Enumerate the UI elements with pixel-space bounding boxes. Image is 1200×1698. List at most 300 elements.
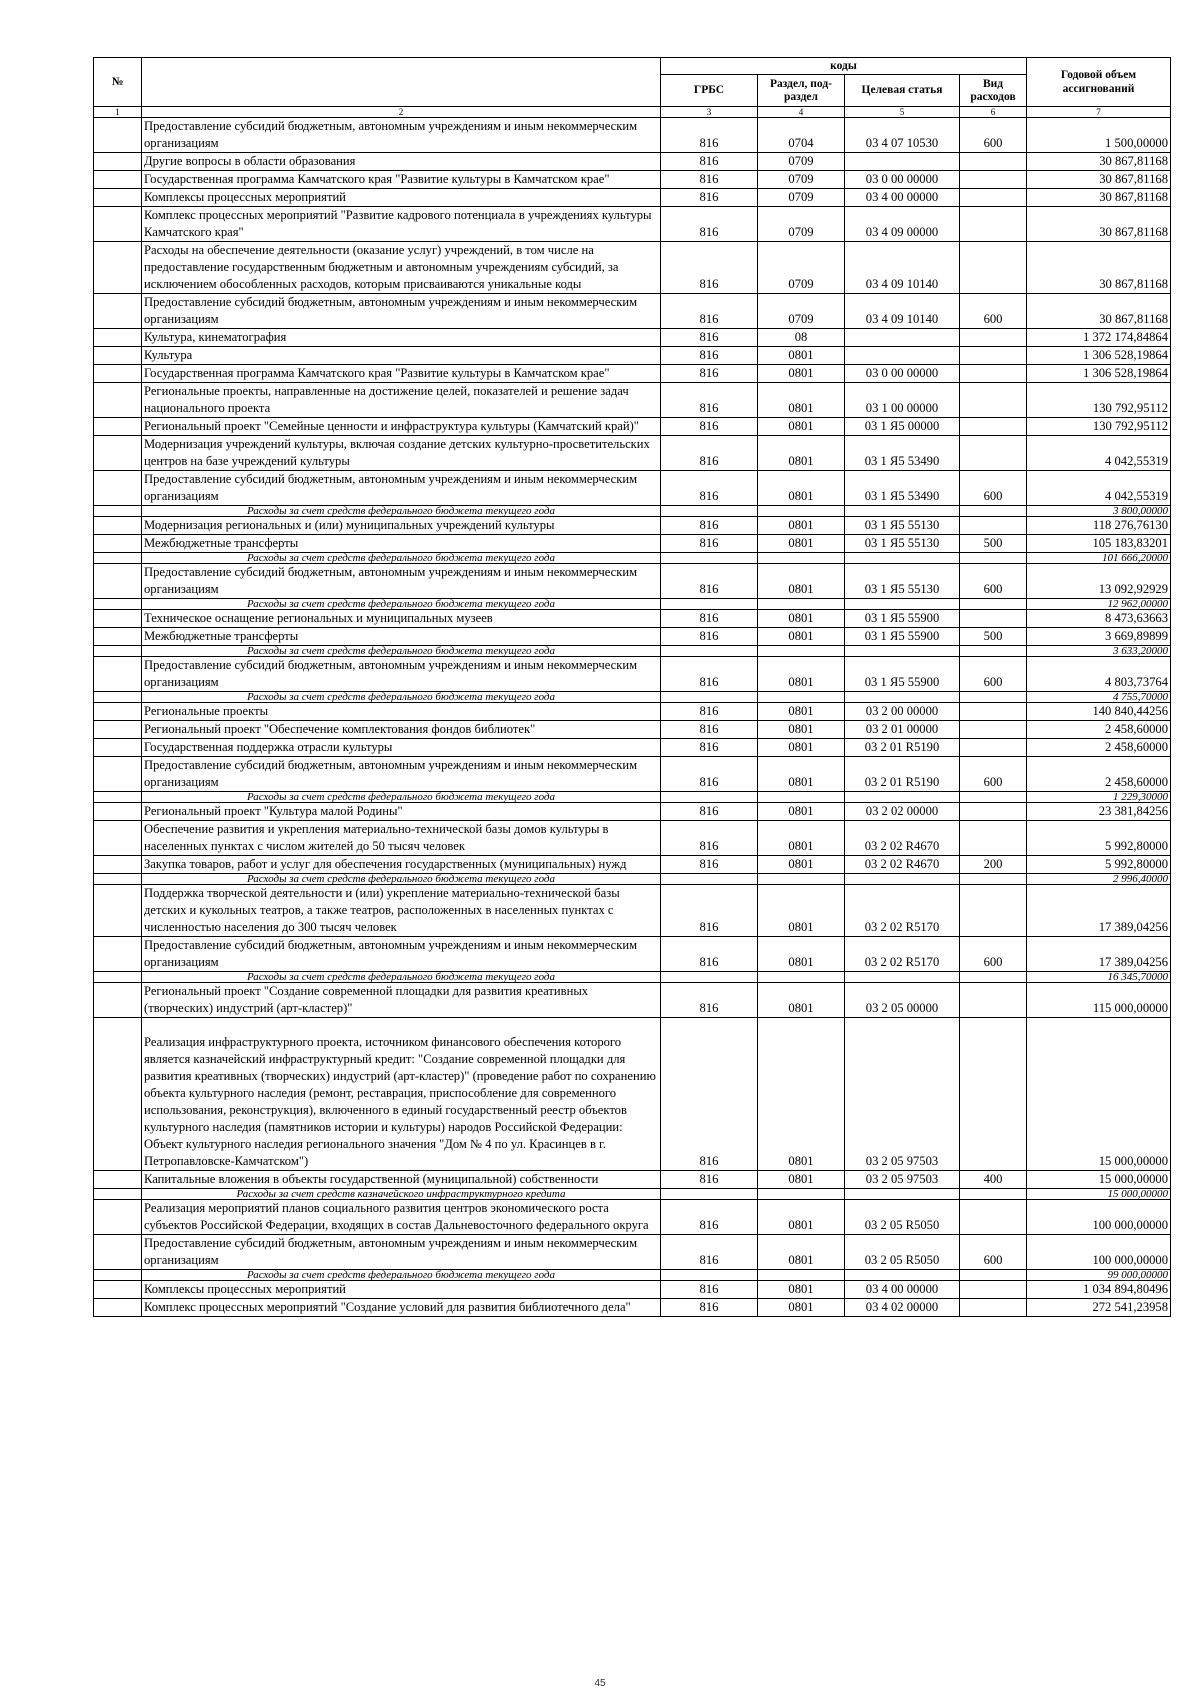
row-grbs-cell: 816 bbox=[661, 189, 758, 207]
row-name-cell: Расходы за счет средств федерального бюджета текущего года bbox=[142, 646, 661, 657]
row-name-cell: Комплексы процессных мероприятий bbox=[142, 189, 661, 207]
row-number-cell bbox=[94, 383, 142, 418]
row-name-cell: Межбюджетные трансферты bbox=[142, 535, 661, 553]
row-amount-cell: 105 183,83201 bbox=[1027, 535, 1171, 553]
row-number-cell bbox=[94, 972, 142, 983]
row-name-cell: Региональный проект "Культура малой Родины" bbox=[142, 803, 661, 821]
row-exp-type-cell bbox=[960, 153, 1027, 171]
row-amount-cell: 1 034 894,80496 bbox=[1027, 1281, 1171, 1299]
table-row bbox=[94, 628, 1171, 646]
col-number-5: 5 bbox=[845, 107, 960, 118]
row-target-cell: 03 1 Я5 55900 bbox=[845, 628, 960, 646]
row-grbs-cell: 816 bbox=[661, 937, 758, 972]
row-target-cell: 03 4 00 00000 bbox=[845, 189, 960, 207]
row-target-cell bbox=[845, 646, 960, 657]
row-name-cell: Предоставление субсидий бюджетным, автономным учреждениям и иным некоммерческим организациям bbox=[142, 564, 661, 599]
row-amount-cell: 30 867,81168 bbox=[1027, 189, 1171, 207]
row-grbs-cell: 816 bbox=[661, 803, 758, 821]
row-name-cell: Комплекс процессных мероприятий "Создание условий для развития библиотечного дела" bbox=[142, 1299, 661, 1317]
row-number-cell bbox=[94, 1270, 142, 1281]
row-section-cell: 0704 bbox=[758, 118, 845, 153]
row-amount-cell: 99 000,00000 bbox=[1027, 1270, 1171, 1281]
row-target-cell: 03 4 09 00000 bbox=[845, 207, 960, 242]
col-number-7: 7 bbox=[1027, 107, 1171, 118]
row-amount-cell: 100 000,00000 bbox=[1027, 1235, 1171, 1270]
row-section-cell: 0801 bbox=[758, 1281, 845, 1299]
row-grbs-cell: 816 bbox=[661, 703, 758, 721]
table-row-note bbox=[94, 1189, 1171, 1200]
row-exp-type-cell bbox=[960, 610, 1027, 628]
row-name-cell: Предоставление субсидий бюджетным, автономным учреждениям и иным некоммерческим организациям bbox=[142, 937, 661, 972]
table-row bbox=[94, 153, 1171, 171]
row-section-cell: 0709 bbox=[758, 207, 845, 242]
row-exp-type-cell bbox=[960, 1200, 1027, 1235]
row-name-cell: Комплекс процессных мероприятий "Развитие кадрового потенциала в учреждениях культуры Камчатского края" bbox=[142, 207, 661, 242]
table-row bbox=[94, 937, 1171, 972]
row-target-cell: 03 1 Я5 55130 bbox=[845, 535, 960, 553]
row-amount-cell: 130 792,95112 bbox=[1027, 383, 1171, 418]
row-exp-type-cell: 600 bbox=[960, 757, 1027, 792]
row-amount-cell: 30 867,81168 bbox=[1027, 171, 1171, 189]
row-name-cell: Государственная поддержка отрасли культуры bbox=[142, 739, 661, 757]
appropriations-table bbox=[93, 57, 1171, 1317]
row-exp-type-cell bbox=[960, 1018, 1027, 1171]
row-exp-type-cell: 600 bbox=[960, 118, 1027, 153]
row-grbs-cell bbox=[661, 506, 758, 517]
row-grbs-cell: 816 bbox=[661, 242, 758, 294]
row-number-cell bbox=[94, 1189, 142, 1200]
row-grbs-cell: 816 bbox=[661, 383, 758, 418]
row-section-cell bbox=[758, 874, 845, 885]
row-target-cell bbox=[845, 506, 960, 517]
row-amount-cell: 13 092,92929 bbox=[1027, 564, 1171, 599]
row-exp-type-cell: 600 bbox=[960, 294, 1027, 329]
row-grbs-cell: 816 bbox=[661, 856, 758, 874]
row-amount-cell: 1 500,00000 bbox=[1027, 118, 1171, 153]
row-grbs-cell: 816 bbox=[661, 171, 758, 189]
row-amount-cell: 4 755,70000 bbox=[1027, 692, 1171, 703]
row-grbs-cell bbox=[661, 599, 758, 610]
row-grbs-cell: 816 bbox=[661, 535, 758, 553]
row-name-cell: Культура, кинематография bbox=[142, 329, 661, 347]
table-row-note bbox=[94, 646, 1171, 657]
row-section-cell: 0801 bbox=[758, 856, 845, 874]
row-exp-type-cell bbox=[960, 365, 1027, 383]
row-number-cell bbox=[94, 757, 142, 792]
col-number-6: 6 bbox=[960, 107, 1027, 118]
row-target-cell: 03 2 05 R5050 bbox=[845, 1200, 960, 1235]
row-name-cell: Предоставление субсидий бюджетным, автономным учреждениям и иным некоммерческим организациям bbox=[142, 757, 661, 792]
row-amount-cell: 30 867,81168 bbox=[1027, 153, 1171, 171]
table-row bbox=[94, 294, 1171, 329]
row-section-cell: 0801 bbox=[758, 721, 845, 739]
row-exp-type-cell bbox=[960, 599, 1027, 610]
header-grbs: ГРБС bbox=[661, 75, 758, 107]
row-number-cell bbox=[94, 329, 142, 347]
table-row bbox=[94, 983, 1171, 1018]
table-row bbox=[94, 803, 1171, 821]
row-section-cell: 08 bbox=[758, 329, 845, 347]
table-row bbox=[94, 1200, 1171, 1235]
row-grbs-cell: 816 bbox=[661, 365, 758, 383]
row-grbs-cell bbox=[661, 553, 758, 564]
table-row bbox=[94, 118, 1171, 153]
row-amount-cell: 16 345,70000 bbox=[1027, 972, 1171, 983]
row-section-cell: 0801 bbox=[758, 1200, 845, 1235]
header-exp-type: Вид расходов bbox=[960, 75, 1027, 107]
row-section-cell: 0801 bbox=[758, 1235, 845, 1270]
row-name-cell: Расходы за счет средств казначейского инфраструктурного кредита bbox=[142, 1189, 661, 1200]
header-target: Целевая статья bbox=[845, 75, 960, 107]
row-target-cell: 03 4 09 10140 bbox=[845, 242, 960, 294]
row-number-cell bbox=[94, 1200, 142, 1235]
table-row bbox=[94, 517, 1171, 535]
row-name-cell: Расходы за счет средств федерального бюджета текущего года bbox=[142, 692, 661, 703]
row-exp-type-cell: 500 bbox=[960, 628, 1027, 646]
row-section-cell bbox=[758, 1270, 845, 1281]
row-exp-type-cell bbox=[960, 646, 1027, 657]
row-grbs-cell: 816 bbox=[661, 153, 758, 171]
row-name-cell: Расходы за счет средств федерального бюджета текущего года bbox=[142, 599, 661, 610]
header-annual: Годовой объем ассигнований bbox=[1027, 58, 1171, 107]
row-section-cell: 0709 bbox=[758, 189, 845, 207]
row-name-cell: Другие вопросы в области образования bbox=[142, 153, 661, 171]
row-section-cell: 0801 bbox=[758, 365, 845, 383]
page-number: 45 bbox=[594, 1678, 606, 1689]
row-section-cell: 0801 bbox=[758, 628, 845, 646]
header-section: Раздел, под-раздел bbox=[758, 75, 845, 107]
row-target-cell: 03 2 02 R5170 bbox=[845, 937, 960, 972]
row-grbs-cell: 816 bbox=[661, 757, 758, 792]
row-amount-cell: 1 306 528,19864 bbox=[1027, 365, 1171, 383]
row-name-cell: Модернизация учреждений культуры, включая создание детских культурно-просветительских центров на базе учреждений культуры bbox=[142, 436, 661, 471]
row-exp-type-cell bbox=[960, 418, 1027, 436]
row-amount-cell: 118 276,76130 bbox=[1027, 517, 1171, 535]
row-target-cell bbox=[845, 692, 960, 703]
row-exp-type-cell bbox=[960, 1281, 1027, 1299]
row-section-cell: 0801 bbox=[758, 983, 845, 1018]
table-row bbox=[94, 610, 1171, 628]
row-grbs-cell bbox=[661, 1189, 758, 1200]
row-section-cell: 0801 bbox=[758, 517, 845, 535]
table-row bbox=[94, 171, 1171, 189]
row-number-cell bbox=[94, 1281, 142, 1299]
row-number-cell bbox=[94, 365, 142, 383]
row-target-cell: 03 4 07 10530 bbox=[845, 118, 960, 153]
row-amount-cell: 1 372 174,84864 bbox=[1027, 329, 1171, 347]
row-target-cell: 03 2 02 R4670 bbox=[845, 821, 960, 856]
row-grbs-cell: 816 bbox=[661, 983, 758, 1018]
row-exp-type-cell bbox=[960, 517, 1027, 535]
row-target-cell: 03 1 Я5 55130 bbox=[845, 564, 960, 599]
row-number-cell bbox=[94, 856, 142, 874]
row-target-cell: 03 1 Я5 55900 bbox=[845, 657, 960, 692]
table-row bbox=[94, 418, 1171, 436]
row-grbs-cell: 816 bbox=[661, 1299, 758, 1317]
row-target-cell: 03 1 Я5 00000 bbox=[845, 418, 960, 436]
table-row bbox=[94, 242, 1171, 294]
row-name-cell: Предоставление субсидий бюджетным, автономным учреждениям и иным некоммерческим организациям bbox=[142, 1235, 661, 1270]
table-row-note bbox=[94, 874, 1171, 885]
header-name bbox=[142, 58, 661, 107]
row-name-cell: Расходы за счет средств федерального бюджета текущего года bbox=[142, 972, 661, 983]
table-row bbox=[94, 739, 1171, 757]
row-name-cell: Региональные проекты bbox=[142, 703, 661, 721]
row-grbs-cell: 816 bbox=[661, 1235, 758, 1270]
row-section-cell: 0801 bbox=[758, 757, 845, 792]
row-name-cell: Закупка товаров, работ и услуг для обеспечения государственных (муниципальных) нужд bbox=[142, 856, 661, 874]
row-name-cell: Региональный проект "Семейные ценности и инфраструктура культуры (Камчатский край)" bbox=[142, 418, 661, 436]
row-exp-type-cell bbox=[960, 506, 1027, 517]
row-section-cell bbox=[758, 506, 845, 517]
row-number-cell bbox=[94, 628, 142, 646]
row-exp-type-cell bbox=[960, 885, 1027, 937]
table-row-note bbox=[94, 506, 1171, 517]
row-exp-type-cell bbox=[960, 821, 1027, 856]
table-row bbox=[94, 329, 1171, 347]
row-number-cell bbox=[94, 721, 142, 739]
row-target-cell: 03 2 05 R5050 bbox=[845, 1235, 960, 1270]
row-section-cell bbox=[758, 599, 845, 610]
row-target-cell bbox=[845, 792, 960, 803]
row-exp-type-cell bbox=[960, 171, 1027, 189]
row-amount-cell: 17 389,04256 bbox=[1027, 937, 1171, 972]
row-section-cell: 0801 bbox=[758, 436, 845, 471]
row-target-cell: 03 4 02 00000 bbox=[845, 1299, 960, 1317]
row-target-cell bbox=[845, 553, 960, 564]
row-target-cell bbox=[845, 329, 960, 347]
col-number-2: 2 bbox=[142, 107, 661, 118]
row-name-cell: Модернизация региональных и (или) муниципальных учреждений культуры bbox=[142, 517, 661, 535]
row-name-cell: Реализация инфраструктурного проекта, источником финансового обеспечения которого является казначейский инфраструктурный кредит: "Создание современной площадки для развития креативных (творческих) индустрий (арт-кластер)" (проведение работ по сохранению объекта культурного наследия (ремонт, реставрация, приспособление для современного использования, реконструкция), включенного в единый государственный реестр объектов культурного наследия (памятников истории и культуры) народов Российской Федерации: Объект культурного наследия регионального значения "Дом № 4 по ул. Красинцев в г. Петропавловске-Камчатском") bbox=[142, 1018, 661, 1171]
row-name-cell: Расходы за счет средств федерального бюджета текущего года bbox=[142, 553, 661, 564]
row-exp-type-cell bbox=[960, 436, 1027, 471]
table-row bbox=[94, 1235, 1171, 1270]
row-number-cell bbox=[94, 207, 142, 242]
row-section-cell: 0801 bbox=[758, 535, 845, 553]
row-number-cell bbox=[94, 874, 142, 885]
row-section-cell: 0709 bbox=[758, 153, 845, 171]
row-target-cell: 03 2 05 97503 bbox=[845, 1171, 960, 1189]
table-row-note bbox=[94, 792, 1171, 803]
table-row-note bbox=[94, 599, 1171, 610]
row-amount-cell: 2 458,60000 bbox=[1027, 721, 1171, 739]
table-row bbox=[94, 1018, 1171, 1171]
row-amount-cell: 8 473,63663 bbox=[1027, 610, 1171, 628]
row-target-cell: 03 2 05 00000 bbox=[845, 983, 960, 1018]
row-number-cell bbox=[94, 657, 142, 692]
row-target-cell: 03 2 05 97503 bbox=[845, 1018, 960, 1171]
row-grbs-cell bbox=[661, 646, 758, 657]
row-exp-type-cell: 500 bbox=[960, 535, 1027, 553]
row-grbs-cell: 816 bbox=[661, 1018, 758, 1171]
row-target-cell: 03 2 02 00000 bbox=[845, 803, 960, 821]
row-exp-type-cell bbox=[960, 792, 1027, 803]
row-amount-cell: 17 389,04256 bbox=[1027, 885, 1171, 937]
row-amount-cell: 101 666,20000 bbox=[1027, 553, 1171, 564]
row-number-cell bbox=[94, 535, 142, 553]
row-amount-cell: 3 800,00000 bbox=[1027, 506, 1171, 517]
row-name-cell: Расходы на обеспечение деятельности (оказание услуг) учреждений, в том числе на предоставление государственным бюджетным и автономным учреждениям субсидий, за исключением обособленных расходов, которым присваиваются уникальные коды bbox=[142, 242, 661, 294]
row-amount-cell: 4 042,55319 bbox=[1027, 436, 1171, 471]
row-section-cell: 0709 bbox=[758, 171, 845, 189]
row-amount-cell: 15 000,00000 bbox=[1027, 1171, 1171, 1189]
row-name-cell: Обеспечение развития и укрепления материально-технической базы домов культуры в населенных пунктах с числом жителей до 50 тысяч человек bbox=[142, 821, 661, 856]
row-target-cell bbox=[845, 347, 960, 365]
row-amount-cell: 5 992,80000 bbox=[1027, 821, 1171, 856]
row-exp-type-cell bbox=[960, 329, 1027, 347]
row-grbs-cell: 816 bbox=[661, 471, 758, 506]
row-grbs-cell: 816 bbox=[661, 628, 758, 646]
row-grbs-cell: 816 bbox=[661, 1200, 758, 1235]
table-row-note bbox=[94, 553, 1171, 564]
table-row bbox=[94, 657, 1171, 692]
row-exp-type-cell bbox=[960, 347, 1027, 365]
col-number-4: 4 bbox=[758, 107, 845, 118]
table-row bbox=[94, 383, 1171, 418]
row-grbs-cell: 816 bbox=[661, 418, 758, 436]
table-row bbox=[94, 436, 1171, 471]
row-name-cell: Государственная программа Камчатского края "Развитие культуры в Камчатском крае" bbox=[142, 171, 661, 189]
row-exp-type-cell: 200 bbox=[960, 856, 1027, 874]
row-target-cell: 03 2 02 R5170 bbox=[845, 885, 960, 937]
header-codes: коды bbox=[661, 58, 1027, 75]
row-exp-type-cell bbox=[960, 1270, 1027, 1281]
row-grbs-cell: 816 bbox=[661, 885, 758, 937]
row-amount-cell: 4 042,55319 bbox=[1027, 471, 1171, 506]
row-target-cell: 03 0 00 00000 bbox=[845, 171, 960, 189]
row-number-cell bbox=[94, 692, 142, 703]
table-row bbox=[94, 189, 1171, 207]
row-number-cell bbox=[94, 646, 142, 657]
row-amount-cell: 130 792,95112 bbox=[1027, 418, 1171, 436]
row-amount-cell: 1 229,30000 bbox=[1027, 792, 1171, 803]
row-amount-cell: 15 000,00000 bbox=[1027, 1189, 1171, 1200]
row-exp-type-cell bbox=[960, 739, 1027, 757]
row-target-cell: 03 0 00 00000 bbox=[845, 365, 960, 383]
table-row bbox=[94, 1281, 1171, 1299]
row-section-cell: 0801 bbox=[758, 1299, 845, 1317]
row-number-cell bbox=[94, 294, 142, 329]
table-row bbox=[94, 471, 1171, 506]
row-number-cell bbox=[94, 506, 142, 517]
row-exp-type-cell bbox=[960, 703, 1027, 721]
row-target-cell bbox=[845, 874, 960, 885]
row-name-cell: Региональный проект "Создание современной площадки для развития креативных (творческих) индустрий (арт-кластер)" bbox=[142, 983, 661, 1018]
row-target-cell bbox=[845, 972, 960, 983]
row-grbs-cell: 816 bbox=[661, 657, 758, 692]
row-exp-type-cell bbox=[960, 553, 1027, 564]
row-exp-type-cell: 600 bbox=[960, 1235, 1027, 1270]
row-grbs-cell: 816 bbox=[661, 564, 758, 599]
row-section-cell: 0801 bbox=[758, 471, 845, 506]
row-number-cell bbox=[94, 610, 142, 628]
row-exp-type-cell bbox=[960, 972, 1027, 983]
row-grbs-cell: 816 bbox=[661, 294, 758, 329]
row-name-cell: Расходы за счет средств федерального бюджета текущего года bbox=[142, 506, 661, 517]
row-section-cell bbox=[758, 692, 845, 703]
table-row bbox=[94, 885, 1171, 937]
row-name-cell: Предоставление субсидий бюджетным, автономным учреждениям и иным некоммерческим организациям bbox=[142, 471, 661, 506]
row-section-cell: 0801 bbox=[758, 610, 845, 628]
row-section-cell bbox=[758, 792, 845, 803]
row-name-cell: Реализация мероприятий планов социального развития центров экономического роста субъектов Российской Федерации, входящих в состав Дальневосточного федерального округа bbox=[142, 1200, 661, 1235]
table-row bbox=[94, 721, 1171, 739]
row-number-cell bbox=[94, 803, 142, 821]
row-amount-cell: 140 840,44256 bbox=[1027, 703, 1171, 721]
row-amount-cell: 15 000,00000 bbox=[1027, 1018, 1171, 1171]
row-exp-type-cell: 600 bbox=[960, 657, 1027, 692]
row-exp-type-cell: 600 bbox=[960, 471, 1027, 506]
row-amount-cell: 2 996,40000 bbox=[1027, 874, 1171, 885]
row-exp-type-cell bbox=[960, 874, 1027, 885]
row-amount-cell: 2 458,60000 bbox=[1027, 757, 1171, 792]
row-section-cell: 0801 bbox=[758, 657, 845, 692]
row-target-cell: 03 2 01 R5190 bbox=[845, 757, 960, 792]
row-grbs-cell: 816 bbox=[661, 207, 758, 242]
row-name-cell: Региональный проект "Обеспечение комплектования фондов библиотек" bbox=[142, 721, 661, 739]
table-row bbox=[94, 821, 1171, 856]
row-amount-cell: 4 803,73764 bbox=[1027, 657, 1171, 692]
col-number-3: 3 bbox=[661, 107, 758, 118]
row-name-cell: Комплексы процессных мероприятий bbox=[142, 1281, 661, 1299]
row-section-cell: 0801 bbox=[758, 383, 845, 418]
row-exp-type-cell bbox=[960, 242, 1027, 294]
table-row bbox=[94, 1171, 1171, 1189]
row-section-cell: 0801 bbox=[758, 564, 845, 599]
header-number: № bbox=[94, 58, 142, 107]
row-number-cell bbox=[94, 983, 142, 1018]
row-grbs-cell bbox=[661, 792, 758, 803]
row-target-cell bbox=[845, 599, 960, 610]
row-amount-cell: 1 306 528,19864 bbox=[1027, 347, 1171, 365]
row-amount-cell: 3 669,89899 bbox=[1027, 628, 1171, 646]
row-target-cell: 03 1 Я5 53490 bbox=[845, 436, 960, 471]
table-row-note bbox=[94, 972, 1171, 983]
table-row bbox=[94, 856, 1171, 874]
row-section-cell: 0801 bbox=[758, 1171, 845, 1189]
row-grbs-cell: 816 bbox=[661, 118, 758, 153]
row-exp-type-cell bbox=[960, 983, 1027, 1018]
row-name-cell: Техническое оснащение региональных и муниципальных музеев bbox=[142, 610, 661, 628]
row-section-cell: 0801 bbox=[758, 347, 845, 365]
row-section-cell: 0801 bbox=[758, 703, 845, 721]
row-amount-cell: 23 381,84256 bbox=[1027, 803, 1171, 821]
row-section-cell: 0801 bbox=[758, 418, 845, 436]
row-name-cell: Поддержка творческой деятельности и (или) укрепление материально-технической базы детских и кукольных театров, а также театров, расположенных в населенных пунктах с численностью населения до 300 тысяч человек bbox=[142, 885, 661, 937]
row-amount-cell: 100 000,00000 bbox=[1027, 1200, 1171, 1235]
row-exp-type-cell bbox=[960, 189, 1027, 207]
row-exp-type-cell: 600 bbox=[960, 564, 1027, 599]
row-target-cell: 03 2 02 R4670 bbox=[845, 856, 960, 874]
row-exp-type-cell bbox=[960, 803, 1027, 821]
row-grbs-cell bbox=[661, 1270, 758, 1281]
row-number-cell bbox=[94, 553, 142, 564]
row-number-cell bbox=[94, 118, 142, 153]
row-number-cell bbox=[94, 517, 142, 535]
row-grbs-cell bbox=[661, 874, 758, 885]
row-name-cell: Капитальные вложения в объекты государственной (муниципальной) собственности bbox=[142, 1171, 661, 1189]
row-section-cell: 0801 bbox=[758, 739, 845, 757]
row-exp-type-cell bbox=[960, 1299, 1027, 1317]
row-section-cell bbox=[758, 972, 845, 983]
row-amount-cell: 2 458,60000 bbox=[1027, 739, 1171, 757]
row-name-cell: Расходы за счет средств федерального бюджета текущего года bbox=[142, 1270, 661, 1281]
row-section-cell: 0801 bbox=[758, 885, 845, 937]
row-grbs-cell bbox=[661, 972, 758, 983]
row-grbs-cell: 816 bbox=[661, 347, 758, 365]
table-row bbox=[94, 207, 1171, 242]
